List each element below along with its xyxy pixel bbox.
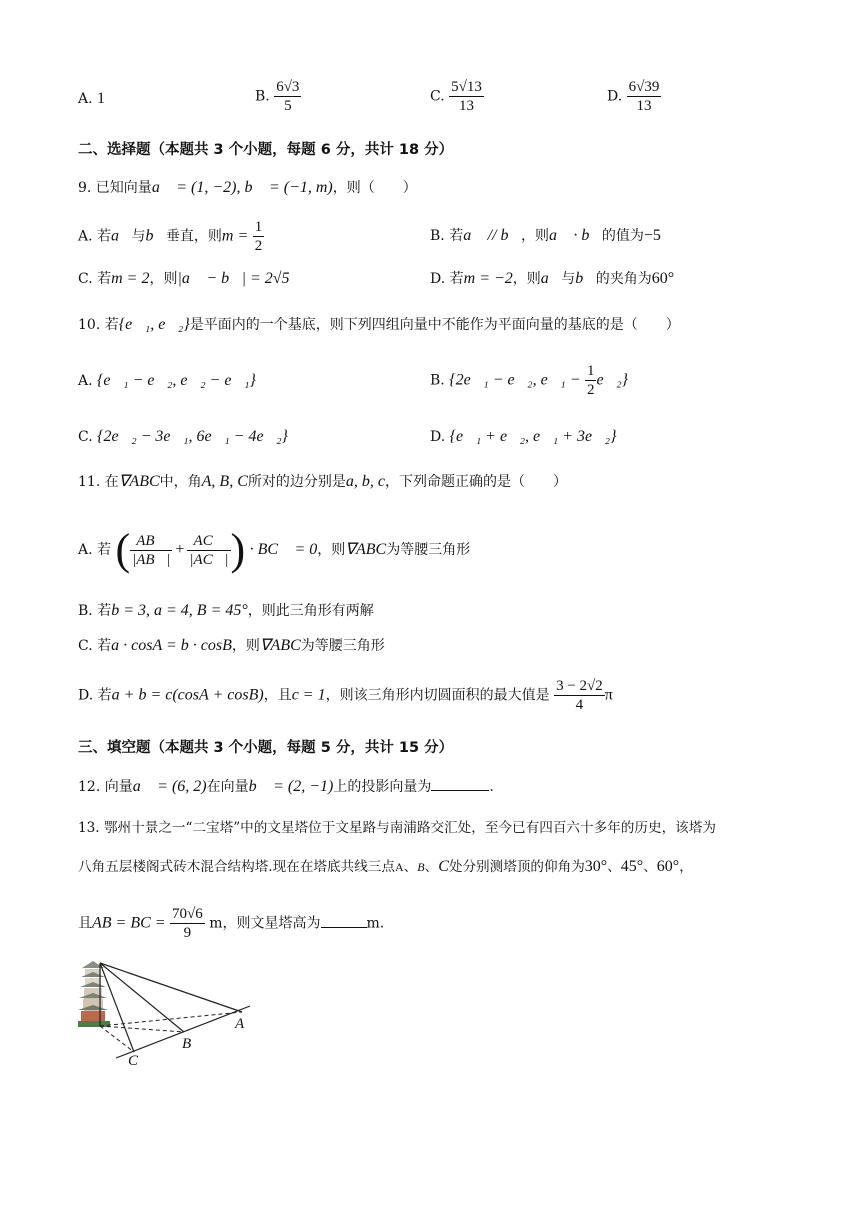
text: ，则 xyxy=(317,542,346,558)
fraction: $\frac{3 - 2√2}{4}$ xyxy=(556,678,603,713)
text: ， xyxy=(679,859,693,875)
point-label: C xyxy=(438,858,449,875)
option-label: D. xyxy=(607,88,623,105)
math: a, b, c xyxy=(345,473,385,490)
math: 60° xyxy=(651,270,675,287)
text: 、 xyxy=(643,859,657,875)
option-label: B. xyxy=(78,603,93,619)
text: 垂直，则 xyxy=(165,228,222,245)
text: 与 xyxy=(131,228,146,245)
text: 若 xyxy=(97,271,112,287)
option-label: D. xyxy=(430,271,446,287)
answer-blank xyxy=(321,913,367,928)
text: 若 xyxy=(97,603,112,619)
q11-option-a xyxy=(78,518,470,582)
text: 若 xyxy=(97,687,112,704)
point-C-label: C xyxy=(128,1053,139,1069)
math: a⃗ xyxy=(111,227,132,245)
option-label: C. xyxy=(430,88,445,105)
text: . xyxy=(489,779,494,795)
q12 xyxy=(78,776,494,797)
math: {2e⃗₁ − e⃗₂, e⃗₁ − xyxy=(449,371,581,389)
left-paren: ( xyxy=(115,525,131,574)
q10-option-c xyxy=(78,427,288,447)
q8-option-b xyxy=(255,78,301,115)
right-paren: ) xyxy=(230,525,246,574)
math: b = 3, a = 4, B = 45° xyxy=(111,602,248,619)
angle: 60° xyxy=(656,858,680,875)
answer-blank xyxy=(431,776,489,791)
option-label: B. xyxy=(430,228,445,244)
line-top-A xyxy=(100,963,242,1012)
option-label: C. xyxy=(78,271,93,287)
math: {e⃗₁ + e⃗₂, e⃗₁ + 3e⃗₂} xyxy=(449,428,617,445)
q11-option-d xyxy=(78,677,613,714)
math: {e⃗₁ − e⃗₂, e⃗₂ − e⃗₁} xyxy=(97,372,256,389)
q9-option-b xyxy=(430,226,661,246)
text: 为等腰三角形 xyxy=(386,542,471,558)
math: a⃗ = (1, −2), b⃗ = (−1, m) xyxy=(151,179,333,196)
stem-text: ，下列命题正确的是（ ） xyxy=(384,474,567,490)
option-label: A. xyxy=(78,542,93,558)
text: ，则该三角形内切圆面积的最大值是 xyxy=(325,687,550,704)
option-value: 1 xyxy=(97,90,106,107)
point-B-label: B xyxy=(182,1036,192,1052)
angle: 45° xyxy=(620,858,644,875)
option-label: D. xyxy=(430,429,446,445)
tower-figure xyxy=(78,960,258,1070)
math: b⃗ = (2, −1) xyxy=(248,778,334,795)
option-label: B. xyxy=(430,372,445,389)
math: a⃗ xyxy=(540,270,562,287)
angle: 30° xyxy=(584,858,608,875)
math: π xyxy=(604,686,613,704)
fraction: $\frac{6√3}{5}$ xyxy=(276,79,300,114)
math: b⃗ xyxy=(145,227,166,245)
dashed-to-B xyxy=(100,1026,184,1032)
text: 、 xyxy=(403,859,418,875)
text: 处分别测塔顶的仰角为 xyxy=(448,859,585,875)
option-label: A. xyxy=(78,228,93,245)
text: 若 xyxy=(97,638,112,654)
stem-text: 所对的边分别是 xyxy=(247,474,346,490)
text: 、 xyxy=(607,859,621,875)
option-label: D. xyxy=(78,687,94,704)
text: 、 xyxy=(424,859,439,875)
q8-option-d xyxy=(607,78,661,115)
q13-line1: 13. 鄂州十景之一“二宝塔”中的文星塔位于文星路与南浦路交汇处，至今已有四百六十多年的历史，该塔为 xyxy=(78,820,716,836)
section-title: 二、选择题（本题共 3 个小题，每题 6 分，共计 18 分） xyxy=(78,142,454,158)
q9-option-a xyxy=(78,218,264,255)
text: 与 xyxy=(561,271,576,287)
stem-text: 9. 已知向量 xyxy=(78,180,152,196)
fraction: $\frac{6√39}{13}$ xyxy=(628,79,660,114)
text: 若 xyxy=(449,228,464,244)
q9-option-c xyxy=(78,269,290,289)
q10-option-b xyxy=(430,362,628,399)
fraction: $\frac{1}{2}$ xyxy=(586,363,595,398)
option-label: B. xyxy=(255,88,270,105)
math: ∇ABC xyxy=(259,637,301,654)
option-label: A. xyxy=(78,91,93,107)
q9-option-d xyxy=(430,269,674,289)
math: a⃗ · b⃗ xyxy=(548,227,602,244)
fraction: $\frac{5√13}{13}$ xyxy=(451,79,482,114)
stem-text: ，则（ ） xyxy=(332,180,417,196)
math: {e⃗₁, e⃗₂} xyxy=(118,316,190,333)
math: m = −2 xyxy=(463,270,513,287)
text: ，则 xyxy=(231,638,260,654)
text: 若 xyxy=(97,542,112,558)
q10-option-a xyxy=(78,371,256,391)
text: ，则 xyxy=(520,228,549,244)
parenthesized-expression xyxy=(115,518,245,582)
math: c = 1 xyxy=(291,686,326,704)
stem-text: 10. 若 xyxy=(78,317,119,333)
text: ，则 xyxy=(512,271,541,287)
section-title: 三、填空题（本题共 3 个小题，每题 5 分，共计 15 分） xyxy=(78,740,454,756)
text: 若 xyxy=(449,271,464,287)
math: AB = BC = xyxy=(92,914,166,932)
point-label: B xyxy=(417,860,425,874)
math: b⃗ xyxy=(575,270,596,287)
q11-stem xyxy=(78,472,567,492)
math: {2e⃗₂ − 3e⃗₁, 6e⃗₁ − 4e⃗₂} xyxy=(97,428,288,445)
text: 为等腰三角形 xyxy=(300,638,385,654)
plus-sign: + xyxy=(175,541,185,558)
option-label: C. xyxy=(78,638,93,654)
q8-option-c xyxy=(430,78,484,115)
text: 的值为 xyxy=(601,228,644,244)
text: 若 xyxy=(97,228,112,245)
math: −5 xyxy=(643,227,661,244)
text: m. xyxy=(366,915,385,932)
q10-stem xyxy=(78,315,680,335)
q13-line2 xyxy=(78,857,693,877)
text: 在向量 xyxy=(206,779,249,795)
math: A, B, C xyxy=(201,473,248,490)
math: m = 2 xyxy=(111,270,150,287)
math: e⃗₂} xyxy=(596,371,628,389)
option-label: A. xyxy=(78,373,93,389)
q11-option-b xyxy=(78,601,374,621)
point-label: A xyxy=(394,860,404,874)
text: 12. 向量 xyxy=(78,779,133,795)
fraction: $\frac{AB⃗}{|AB⃗|}$ xyxy=(132,532,171,568)
math: a · cosA = b · cosB xyxy=(111,637,232,654)
point-A-label: A xyxy=(235,1016,245,1032)
stem-text: 是平面内的一个基底，则下列四组向量中不能作为平面向量的基底的是（ ） xyxy=(189,317,680,333)
text: 上的投影向量为 xyxy=(333,779,432,795)
math: |a⃗ − b⃗| = 2√5 xyxy=(177,270,290,287)
text: ，且 xyxy=(263,687,292,704)
option-label: C. xyxy=(78,429,93,445)
text: 且 xyxy=(78,915,92,932)
fraction: $\frac{1}{2}$ xyxy=(254,219,263,254)
text: 八角五层楼阁式砖木混合结构塔.现在在塔底共线三点 xyxy=(78,859,395,875)
q13-line3 xyxy=(78,905,384,942)
stem-text: 中，角 xyxy=(159,474,202,490)
text: m，则文星塔高为 xyxy=(209,915,321,932)
q8-option-a xyxy=(78,89,105,109)
q11-option-c xyxy=(78,636,385,656)
math: ∇ABC xyxy=(118,473,160,490)
text: 的夹角为 xyxy=(595,271,652,287)
fraction: $\frac{AC⃗}{|AC⃗|}$ xyxy=(189,532,229,568)
pagoda-image xyxy=(78,961,110,1027)
math: m = xyxy=(221,227,249,245)
q9-stem xyxy=(78,178,417,198)
math: a⃗ // b⃗ xyxy=(463,227,521,244)
math: · BC⃗ = 0 xyxy=(249,541,318,558)
math: a⃗ = (6, 2) xyxy=(132,778,207,795)
q10-option-d xyxy=(430,427,616,447)
text: ，则 xyxy=(149,271,178,287)
math: ∇ABC xyxy=(345,541,387,558)
fraction: $\frac{70√6}{9}$ xyxy=(172,906,203,941)
text: ，则此三角形有两解 xyxy=(247,603,374,619)
math: a + b = c(cosA + cosB) xyxy=(111,686,264,704)
stem-text: 11. 在 xyxy=(78,474,119,490)
